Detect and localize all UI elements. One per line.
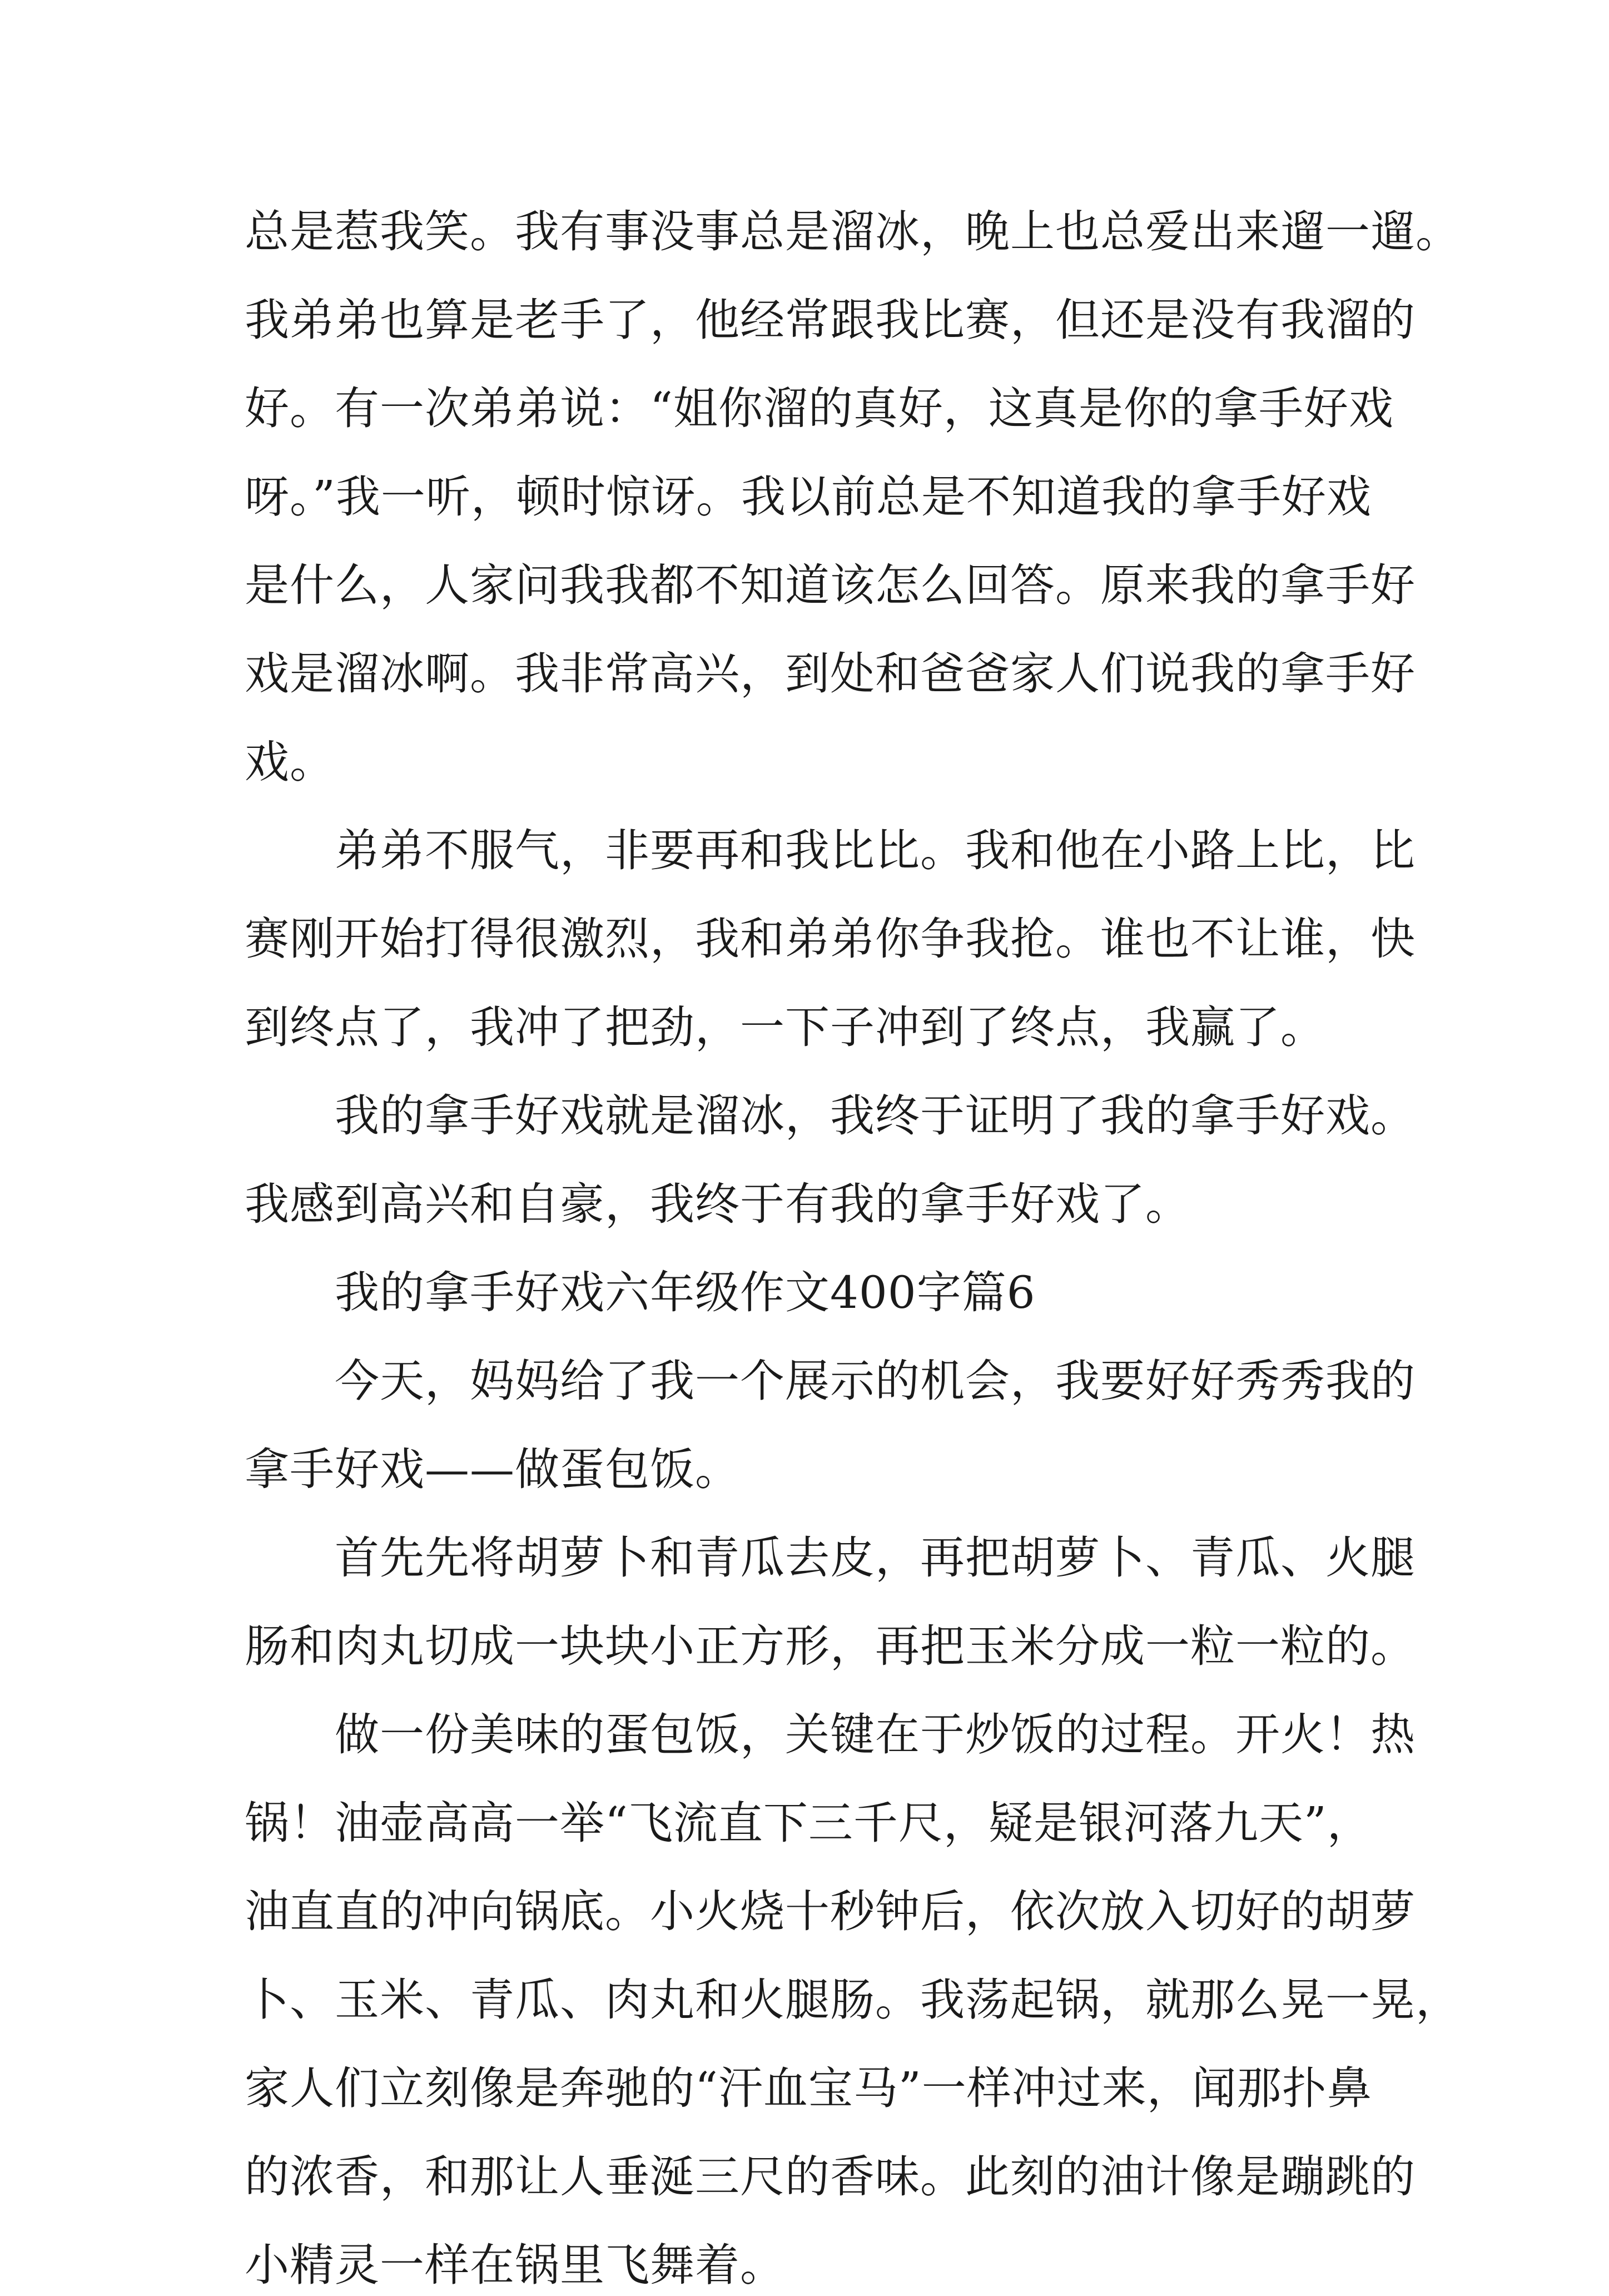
text-line: 肠和肉丸切成一块块小正方形，再把玉米分成一粒一粒的。 bbox=[245, 1620, 1416, 1672]
text-line: 我弟弟也算是老手了，他经常跟我比赛，但还是没有我溜的 bbox=[245, 294, 1416, 346]
text-line: 戏是溜冰啊。我非常高兴，到处和爸爸家人们说我的拿手好 bbox=[245, 648, 1416, 700]
paragraph-first-line: 做一份美味的蛋包饭，关键在于炒饭的过程。开火！热 bbox=[335, 1709, 1416, 1761]
text-line: 家人们立刻像是奔驰的“汗血宝马”一样冲过来，闻那扑鼻 bbox=[245, 2062, 1372, 2114]
text-line: 的浓香，和那让人垂涎三尺的香味。此刻的油计像是蹦跳的 bbox=[245, 2151, 1416, 2203]
text-line: 总是惹我笑。我有事没事总是溜冰，晚上也总爱出来遛一遛。 bbox=[245, 206, 1461, 257]
paragraph-first-line: 今天，妈妈给了我一个展示的机会，我要好好秀秀我的 bbox=[335, 1355, 1416, 1407]
text-line: 锅！油壶高高一举“飞流直下三千尺，疑是银河落九天”， bbox=[245, 1797, 1372, 1849]
text-line: 戏。 bbox=[245, 736, 335, 788]
paragraph-first-line: 弟弟不服气，非要再和我比比。我和他在小路上比，比 bbox=[335, 825, 1416, 876]
text-line: 呀。”我一听，顿时惊讶。我以前总是不知道我的拿手好戏 bbox=[245, 471, 1372, 523]
text-line: 卜、玉米、青瓜、肉丸和火腿肠。我荡起锅，就那么晃一晃， bbox=[245, 1974, 1461, 2026]
paragraph-first-line: 我的拿手好戏就是溜冰，我终于证明了我的拿手好戏。 bbox=[335, 1090, 1416, 1142]
text-line: 拿手好戏——做蛋包饭。 bbox=[245, 1444, 740, 1495]
text-line: 赛刚开始打得很激烈，我和弟弟你争我抢。谁也不让谁，快 bbox=[245, 913, 1416, 965]
text-line: 到终点了，我冲了把劲，一下子冲到了终点，我赢了。 bbox=[245, 1001, 1325, 1053]
text-line: 是什么，人家问我我都不知道该怎么回答。原来我的拿手好 bbox=[245, 559, 1416, 611]
text-line: 小精灵一样在锅里飞舞着。 bbox=[245, 2239, 785, 2291]
text-line: 我感到高兴和自豪，我终于有我的拿手好戏了。 bbox=[245, 1178, 1190, 1230]
paragraph-first-line: 首先先将胡萝卜和青瓜去皮，再把胡萝卜、青瓜、火腿 bbox=[335, 1532, 1416, 1584]
section-heading: 我的拿手好戏六年级作文400字篇6 bbox=[335, 1267, 1036, 1318]
text-line: 油直直的冲向锅底。小火烧十秒钟后，依次放入切好的胡萝 bbox=[245, 1886, 1416, 1937]
text-line: 好。有一次弟弟说：“姐你溜的真好，这真是你的拿手好戏 bbox=[245, 383, 1394, 434]
